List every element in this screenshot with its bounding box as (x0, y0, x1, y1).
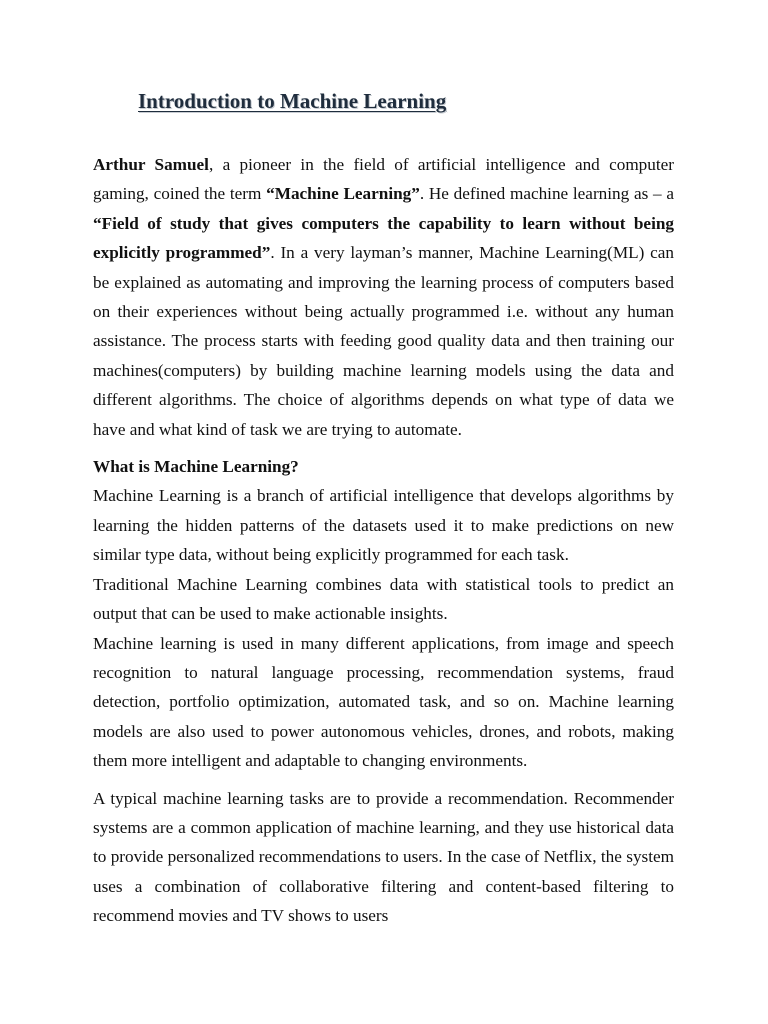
paragraph-recommendation: A typical machine learning tasks are to provide a recommendation. Recommender systems are a common application of machine learning, and they use historical data to provide personalized recommendations to users. In the case of Netflix, the system uses a combination of collaborative filtering and content-based filtering to recommend movies and TV shows to users (93, 788, 674, 926)
intro-paragraph (93, 150, 674, 444)
term-machine-learning: “Machine Learning” (266, 184, 420, 204)
document-title: Introduction to Machine Learning (138, 89, 447, 113)
intro-text-2: . He defined machine learning as – a (419, 184, 674, 204)
document-page (93, 88, 674, 931)
section-heading: What is Machine Learning? (93, 457, 299, 477)
definition-quote: “Field of study that gives computers the capability to learn without being explicitly programmed” (93, 213, 674, 263)
paragraph-definition: Machine Learning is a branch of artificial intelligence that develops algorithms by learning the hidden patterns of the datasets used it to make predictions on new similar type data, without being explicitly programmed for each task. (93, 486, 674, 565)
paragraph-traditional-ml: Traditional Machine Learning combines data with statistical tools to predict an output that can be used to make actionable insights. (93, 574, 674, 624)
intro-text-3: . In a very layman’s manner, Machine Learning(ML) can be explained as automating and improving the learning process of computers based on their experiences without being actually programmed i.e. without any human assistance. The process starts with feeding good quality data and then training our machines(computers) by building machine learning models using the data and different algorithms. The choice of algorithms depends on what type of data we have and what kind of task we are trying to automate. (93, 243, 675, 439)
author-name: Arthur Samuel (93, 155, 209, 174)
intro-text-1: , a pioneer in the field of artificial intelligence and computer gaming, coined the term (93, 155, 674, 204)
paragraph-applications: Machine learning is used in many different applications, from image and speech recognition to natural language processing, recommendation systems, fraud detection, portfolio optimization, automated task, and so on. Machine learning models are also used to power autonomous vehicles, drones, and robots, making them more intelligent and adaptable to changing environments. (93, 633, 674, 771)
